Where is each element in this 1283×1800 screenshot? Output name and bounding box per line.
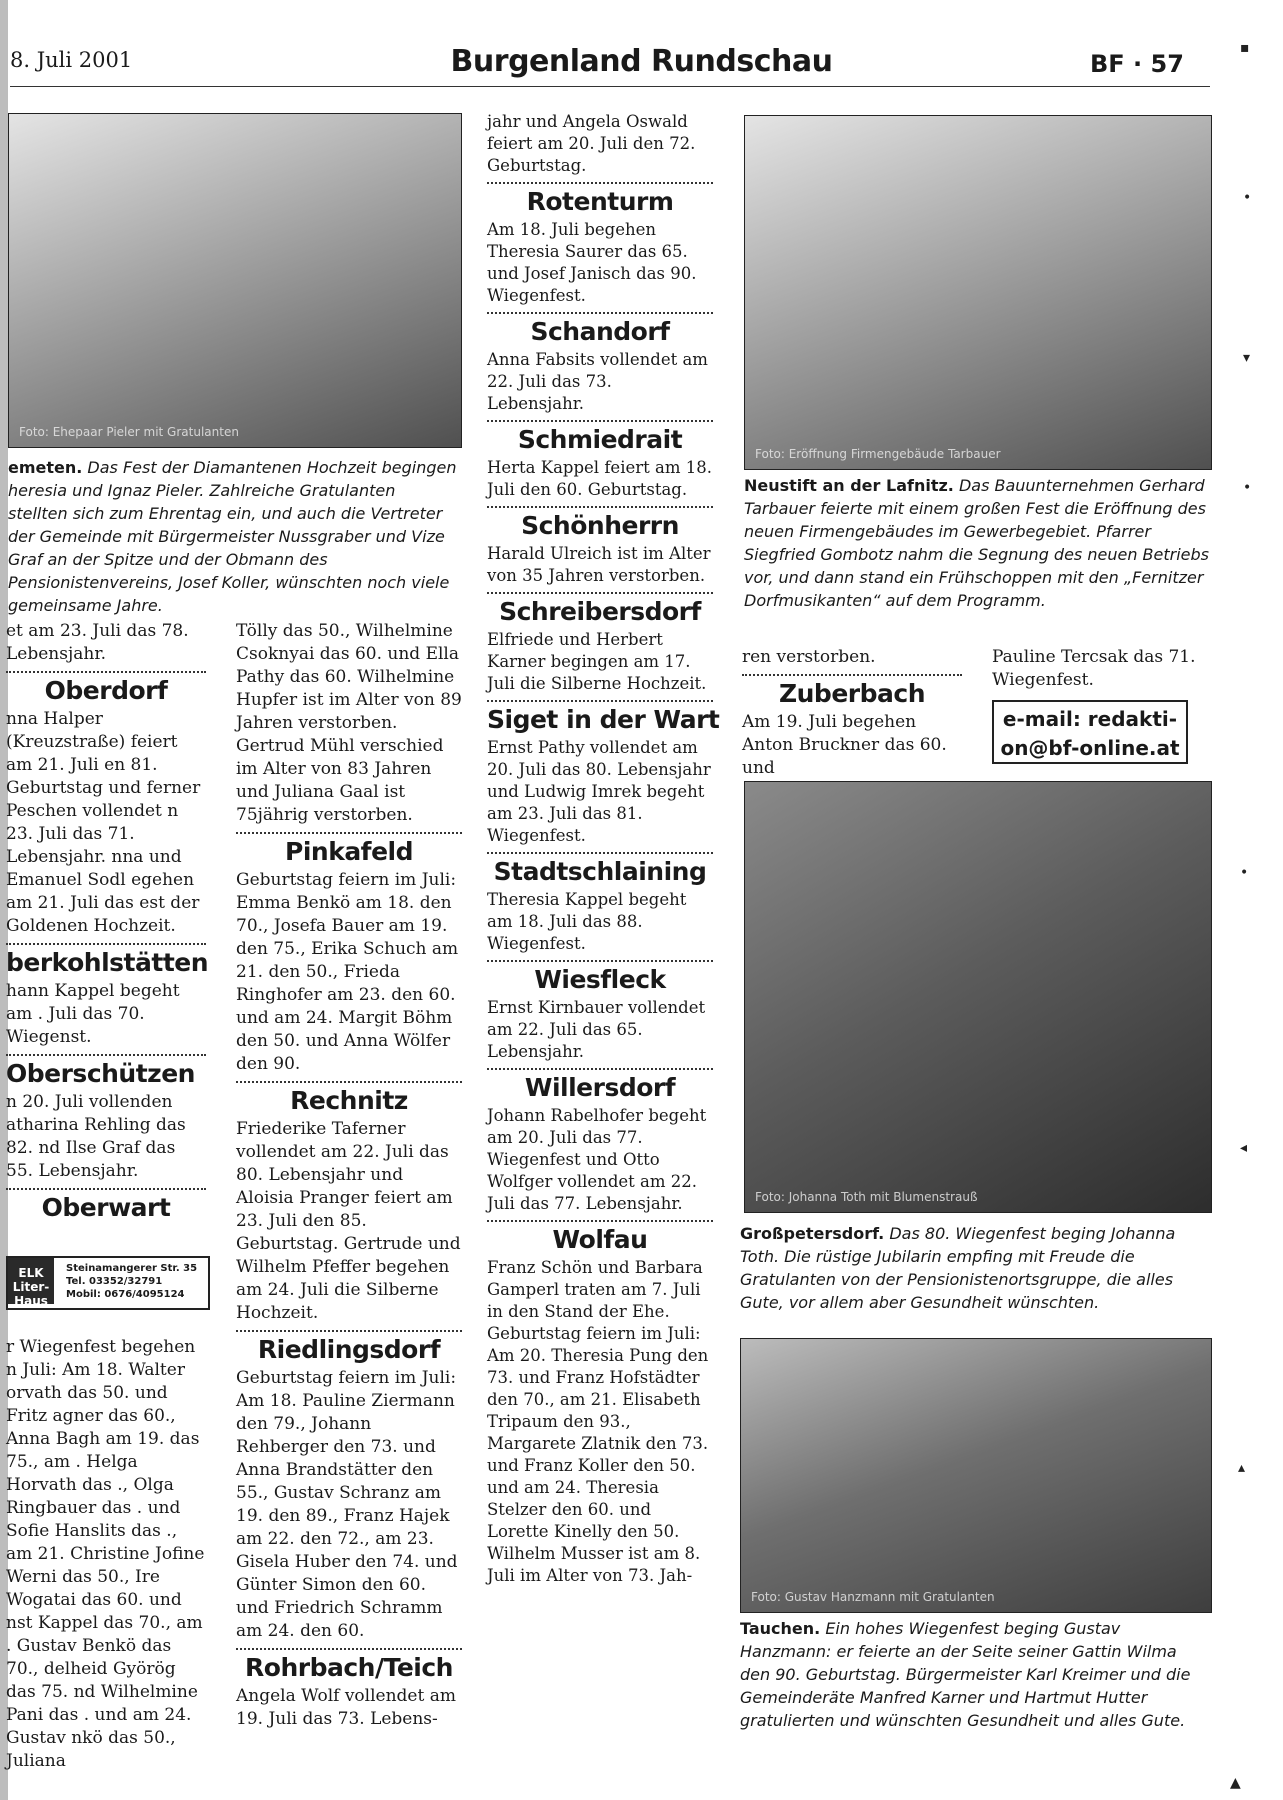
scan-mark: ▪ bbox=[1240, 40, 1250, 56]
caption-place: Neustift an der Lafnitz. bbox=[744, 476, 954, 495]
heading-rechnitz: Rechnitz bbox=[290, 1086, 408, 1115]
text-schreibersdorf: Elfriede und Herbert Karner begingen am 17. Juli die Silberne Hochzeit. bbox=[487, 630, 707, 693]
caption-text: Das Bauunternehmen Gerhard Tarbauer feierte mit einem großen Fest die Eröffnung des neuen Firmengebäudes im Gewerbegebiet. Pfarrer Siegfried Gombotz nahm die Segnung des neuen Betriebs vor, und dann stand ein Frühschoppen mit den „Fernitzer Dorfmusikanten“ auf dem Programm. bbox=[744, 476, 1209, 610]
email-box bbox=[992, 700, 1188, 764]
text-schandorf: Anna Fabsits vollendet am 22. Juli das 73. Lebensjahr. bbox=[487, 350, 708, 413]
text-willersdorf: Johann Rabelhofer begeht am 20. Juli das 77. Wiegenfest und Otto Wolfger vollendet am 22. Juli das 77. Lebensjahr. bbox=[487, 1106, 707, 1213]
heading-siget-in-der-wart: Siget in der Wart bbox=[487, 705, 720, 734]
divider bbox=[236, 1648, 462, 1650]
text-schoenherrn: Harald Ulreich ist im Alter von 35 Jahren verstorben. bbox=[487, 544, 711, 585]
scan-mark: • bbox=[1243, 190, 1252, 206]
scan-mark: • bbox=[1243, 480, 1252, 496]
column-1 bbox=[6, 620, 209, 1225]
scan-mark: ▲ bbox=[1230, 1775, 1241, 1791]
divider bbox=[236, 832, 462, 834]
scan-mark: ▾ bbox=[1243, 350, 1251, 366]
heading-pinkafeld: Pinkafeld bbox=[285, 837, 413, 866]
scan-mark: ▴ bbox=[1238, 1460, 1246, 1476]
divider bbox=[6, 943, 206, 945]
caption-company-opening bbox=[744, 474, 1210, 612]
heading-schandorf: Schandorf bbox=[530, 317, 670, 346]
col3-intro: jahr und Angela Oswald feiert am 20. Juli den 72. Geburtstag. bbox=[487, 112, 696, 175]
heading-rotenturm: Rotenturm bbox=[526, 187, 674, 216]
text-stadtschlaining: Theresia Kappel begeht am 18. Juli das 88. Wiegenfest. bbox=[487, 890, 687, 953]
divider bbox=[487, 1220, 713, 1222]
issue-date: 8. Juli 2001 bbox=[10, 48, 133, 72]
column-2 bbox=[236, 620, 462, 1731]
column-4 bbox=[742, 646, 962, 780]
photo-birthday-toth: Foto: Johanna Toth mit Blumenstrauß bbox=[744, 781, 1212, 1213]
col1-intro: et am 23. Juli das 78. Lebensjahr. bbox=[6, 621, 189, 664]
heading-oberdorf: Oberdorf bbox=[44, 676, 168, 705]
divider bbox=[487, 1068, 713, 1070]
heading-wolfau: Wolfau bbox=[552, 1225, 648, 1254]
ad-phone: Tel. 03352/32791 bbox=[66, 1276, 163, 1287]
text-oberkohlstaetten: hann Kappel begeht am . Juli das 70. Wiegenst. bbox=[6, 981, 180, 1047]
divider bbox=[487, 420, 713, 422]
scan-mark: ◂ bbox=[1240, 1140, 1248, 1156]
heading-oberkohlstaetten: berkohlstätten bbox=[6, 948, 209, 977]
column-1-continued bbox=[6, 1336, 206, 1773]
text-rotenturm: Am 18. Juli begehen Theresia Saurer das 65. und Josef Janisch das 90. Wiegenfest. bbox=[487, 220, 697, 305]
heading-wiesfleck: Wiesfleck bbox=[534, 965, 666, 994]
caption-birthday-hanzmann bbox=[740, 1617, 1210, 1732]
divider bbox=[487, 182, 713, 184]
divider bbox=[487, 506, 713, 508]
divider bbox=[6, 1188, 206, 1190]
divider bbox=[6, 1054, 206, 1056]
divider bbox=[6, 671, 206, 673]
ad-address: Steinamangerer Str. 35 bbox=[66, 1263, 198, 1274]
divider bbox=[487, 960, 713, 962]
email-line-2[interactable]: on@bf-online.at bbox=[1000, 736, 1180, 760]
heading-riedlingsdorf: Riedlingsdorf bbox=[257, 1335, 441, 1364]
page-number: BF · 57 bbox=[1090, 50, 1184, 78]
heading-zuberbach: Zuberbach bbox=[779, 679, 925, 708]
divider bbox=[487, 312, 713, 314]
divider bbox=[236, 1330, 462, 1332]
caption-text: Ein hohes Wiegenfest beging Gustav Hanzmann: er feierte an der Seite seiner Gattin Wilma den 90. Geburtstag. Bürgermeister Karl Kreimer und die Gemeinderäte Manfred Karner und Hartmut Hutter gratulierten und wünschten Gesundheit und alles Gute. bbox=[740, 1619, 1191, 1730]
heading-rohrbach-teich: Rohrbach/Teich bbox=[245, 1653, 453, 1682]
divider bbox=[742, 674, 962, 676]
text-rohrbach-teich: Angela Wolf vollendet am 19. Juli das 73. Lebens- bbox=[236, 1686, 456, 1729]
heading-willersdorf: Willersdorf bbox=[524, 1073, 676, 1102]
email-line-1: e-mail: redakti- bbox=[1002, 707, 1178, 731]
heading-oberwart: Oberwart bbox=[41, 1193, 171, 1222]
col4-intro: ren verstorben. bbox=[742, 647, 876, 667]
caption-place: emeten. bbox=[8, 458, 83, 477]
heading-stadtschlaining: Stadtschlaining bbox=[493, 857, 707, 886]
photo-birthday-hanzmann: Foto: Gustav Hanzmann mit Gratulanten bbox=[740, 1338, 1212, 1613]
header-rule bbox=[10, 86, 1210, 87]
column-3 bbox=[487, 111, 720, 1587]
advertiser-contact bbox=[66, 1262, 206, 1301]
text-oberschuetzen: n 20. Juli vollenden atharina Rehling das 82. nd Ilse Graf das 55. Lebensjahr. bbox=[6, 1092, 186, 1181]
text-siget-in-der-wart: Ernst Pathy vollendet am 20. Juli das 80. Lebensjahr und Ludwig Imrek begeht am 23. Juli das 81. Wiegenfest. bbox=[487, 738, 711, 845]
caption-place: Großpetersdorf. bbox=[740, 1224, 885, 1243]
newspaper-title: Burgenland Rundschau bbox=[450, 44, 833, 79]
photo-company-opening: Foto: Eröffnung Firmengebäude Tarbauer bbox=[744, 115, 1212, 470]
heading-schreibersdorf: Schreibersdorf bbox=[499, 597, 701, 626]
divider bbox=[487, 700, 713, 702]
advertiser-logo: ELK Liter-Haus bbox=[8, 1258, 54, 1304]
caption-diamond-wedding bbox=[8, 456, 460, 617]
text-riedlingsdorf: Geburtstag feiern im Juli: Am 18. Pauline Ziermann den 79., Johann Rehberger den 73. und Anna Brandstätter den 55., Gustav Schranz am 19. den 89., Franz Hajek am 22. den 72., am 23. Gisela Huber den 74. und Günter Simon den 60. und Friedrich Schramm am 24. den 60. bbox=[236, 1368, 458, 1641]
column-5 bbox=[992, 646, 1207, 692]
text-schmiedrait: Herta Kappel feiert am 18. Juli den 60. Geburtstag. bbox=[487, 458, 712, 499]
divider bbox=[487, 592, 713, 594]
text-wiesfleck: Ernst Kirnbauer vollendet am 22. Juli das 65. Lebensjahr. bbox=[487, 998, 706, 1061]
text-tercsak: Pauline Tercsak das 71. Wiegenfest. bbox=[992, 647, 1196, 690]
text-oberdorf: nna Halper (Kreuzstraße) feiert am 21. Juli en 81. Geburtstag und ferner Peschen vollendet n 23. Juli das 71. Lebensjahr. nna und Emanuel Sodl egehen am 21. Juli das est der Goldenen Hochzeit. bbox=[6, 709, 201, 936]
text-pinkafeld: Geburtstag feiern im Juli: Emma Benkö am 18. den 70., Josefa Bauer am 19. den 75., Erika Schuch am 21. den 50., Frieda Ringhofer am 23. den 60. und am 24. Margit Böhm den 50. und Anna Wölfer den 90. bbox=[236, 870, 459, 1074]
caption-text: Das Fest der Diamantenen Hochzeit begingen heresia und Ignaz Pieler. Zahlreiche Gratulanten stellten sich zum Ehrentag ein, und auch die Vertreter der Gemeinde mit Bürgermeister Nussgraber und Vize Graf an der Spitze und der Obmann des Pensionistenvereins, Josef Koller, wünschten noch viele gemeinsame Jahre. bbox=[8, 458, 457, 615]
caption-place: Tauchen. bbox=[740, 1619, 821, 1638]
divider bbox=[487, 852, 713, 854]
scan-mark: • bbox=[1240, 865, 1249, 881]
heading-schmiedrait: Schmiedrait bbox=[517, 425, 683, 454]
ad-mobile: Mobil: 0676/4095124 bbox=[66, 1289, 185, 1300]
text-wolfau: Franz Schön und Barbara Gamperl traten am 7. Juli in den Stand der Ehe. Geburtstag feiern im Juli: Am 20. Theresia Pung den 73. und Franz Hofstädter den 70., am 21. Elisabeth Tripaum den 93., Margarete Zlatnik den 73. und Franz Koller den 50. und am 24. Theresia Stelzer den 60. und Lorette Kinelly den 50. Wilhelm Musser ist am 8. Juli im Alter von 73. Jah- bbox=[487, 1258, 709, 1585]
divider bbox=[236, 1081, 462, 1083]
photo-diamond-wedding: Foto: Ehepaar Pieler mit Gratulanten bbox=[8, 113, 462, 448]
text-rechnitz: Friederike Taferner vollendet am 22. Juli das 80. Lebensjahr und Aloisia Pranger feiert am 23. Juli den 85. Geburtstag. Gertrude und Wilhelm Pfeffer begehen am 24. Juli die Silberne Hochzeit. bbox=[236, 1119, 461, 1323]
text-oberwart: r Wiegenfest begehen n Juli: Am 18. Walter orvath das 50. und Fritz agner das 60., Anna Bagh am 19. das 75., am . Helga Horvath das ., Olga Ringbauer das . und Sofie Hanslits das ., am 21. Christine Jofine Werni das 50., Ire Wogatai das 60. und nst Kappel das 70., am . Gustav Benkö das 70., delheid Györög das 75. nd Wilhelmine Pani das . und am 24. Gustav nkö das 50., Juliana bbox=[6, 1337, 205, 1771]
heading-oberschuetzen: Oberschützen bbox=[6, 1059, 195, 1088]
col2-intro: Tölly das 50., Wilhelmine Csoknyai das 60. und Ella Pathy das 60. Wilhelmine Hupfer ist im Alter von 89 Jahren verstorben. Gertrud Mühl verschied im Alter von 83 Jahren und Juliana Gaal ist 75jährig verstorben. bbox=[236, 621, 462, 825]
caption-text: Das 80. Wiegenfest beging Johanna Toth. Die rüstige Jubilarin empfing mit Freude die Gratulanten von der Pensionistenortsgruppe, die alles Gute, vor allem aber Gesundheit wünschten. bbox=[740, 1224, 1176, 1312]
text-zuberbach: Am 19. Juli begehen Anton Bruckner das 60. und bbox=[742, 712, 947, 778]
caption-birthday-toth bbox=[740, 1222, 1210, 1314]
heading-schoenherrn: Schönherrn bbox=[521, 511, 679, 540]
